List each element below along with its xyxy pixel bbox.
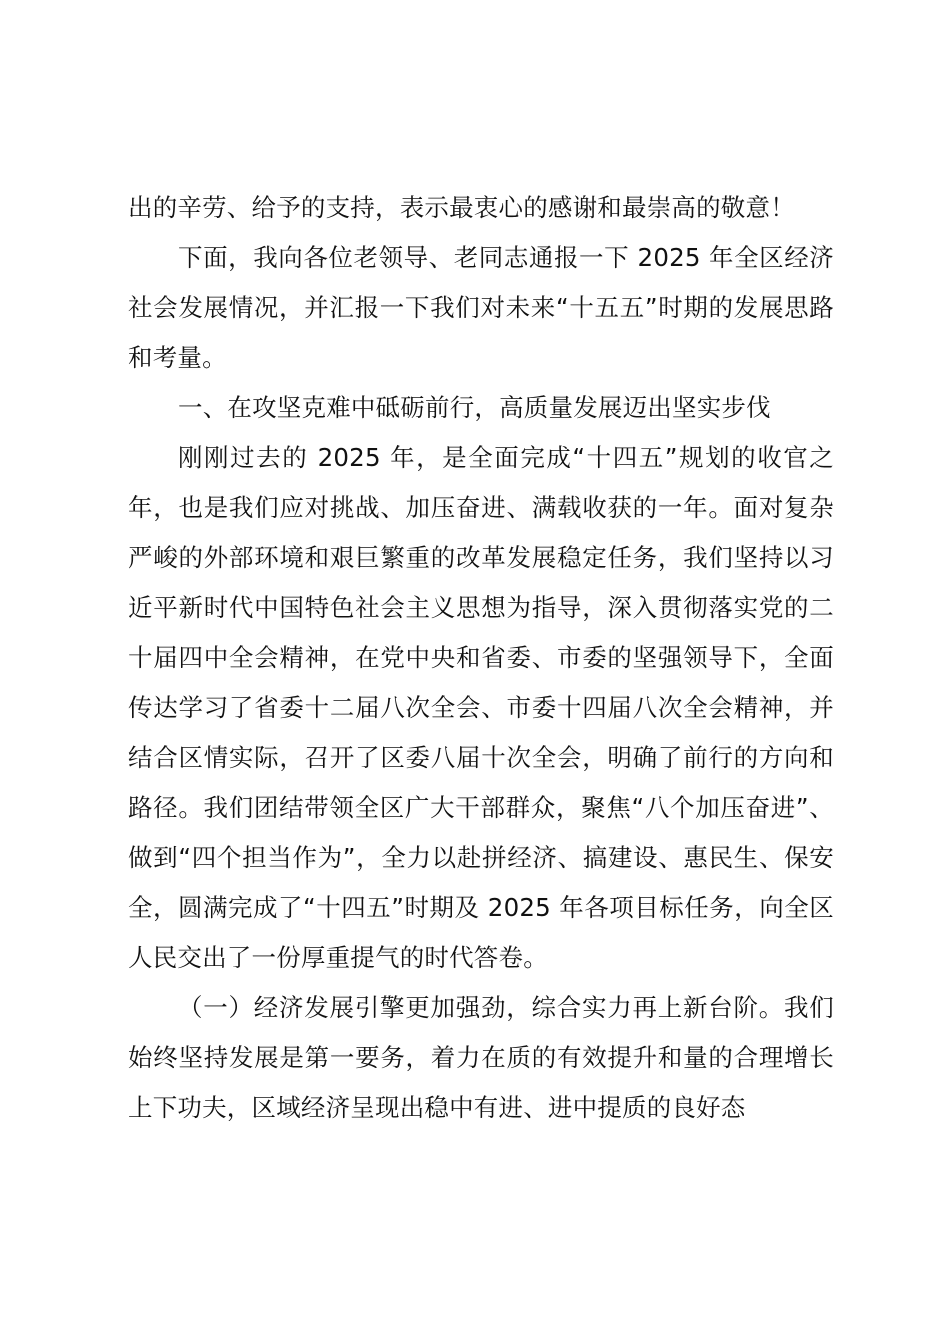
paragraph-continuation: 出的辛劳、给予的支持，表示最衷心的感谢和最崇高的敬意！	[128, 193, 795, 222]
document-page	[128, 183, 834, 1133]
paragraph-2025-review: 刚刚过去的 2025 年，是全面完成“十四五”规划的收官之年，也是我们应对挑战、加压奋进、满载收获的一年。面对复杂严峻的外部环境和艰巨繁重的改革发展稳定任务，我们坚持以习近平新时代中国特色社会主义思想为指导，深入贯彻落实党的二十届四中全会精神，在党中央和省委、市委的坚强领导下，全面传达学习了省委十二届八次全会、市委十四届八次全会精神，并结合区情实际，召开了区委八届十次全会，明确了前行的方向和路径。我们团结带领全区广大干部群众，聚焦“八个加压奋进”、做到“四个担当作为”，全力以赴拼经济、搞建设、惠民生、保安全，圆满完成了“十四五”时期及 2025 年各项目标任务，向全区人民交出了一份厚重提气的时代答卷。	[128, 443, 834, 972]
paragraph-subsection-1: （一）经济发展引擎更加强劲，综合实力再上新台阶。我们始终坚持发展是第一要务，着力在质的有效提升和量的合理增长上下功夫，区域经济呈现出稳中有进、进中提质的良好态	[128, 993, 834, 1122]
paragraph-report-intro: 下面，我向各位老领导、老同志通报一下 2025 年全区经济社会发展情况，并汇报一下我们对未来“十五五”时期的发展思路和考量。	[128, 243, 834, 372]
section-heading-1: 一、在攻坚克难中砥砺前行，高质量发展迈出坚实步伐	[178, 393, 771, 422]
